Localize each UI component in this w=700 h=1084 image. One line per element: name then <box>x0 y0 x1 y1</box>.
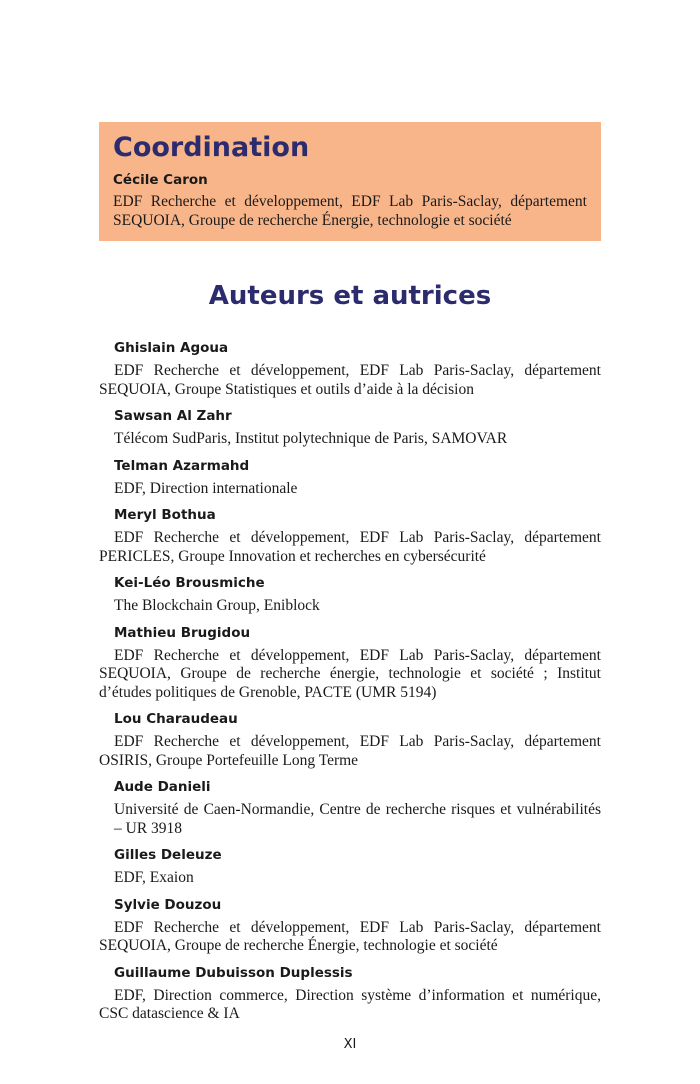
coordination-box <box>99 122 601 241</box>
author-affiliation: Télécom SudParis, Institut polytechnique de Paris, SAMOVAR <box>114 430 508 447</box>
author-list <box>99 338 601 1031</box>
page-number: XI <box>343 1037 357 1052</box>
author-affiliation: EDF, Exaion <box>114 869 194 886</box>
author-name: Kei-Léo Brousmiche <box>114 575 265 591</box>
coordination-affiliation: EDF Recherche et développement, EDF Lab Paris-Saclay, département SEQUOIA, Groupe de recherche Énergie, technologie et société <box>113 193 587 229</box>
author-entry <box>114 845 601 888</box>
author-entry <box>99 709 601 770</box>
author-entry <box>99 895 601 956</box>
author-name: Gilles Deleuze <box>114 847 222 863</box>
author-affiliation: EDF, Direction commerce, Direction système d’information et numérique, CSC datascience & IA <box>99 986 601 1022</box>
author-name: Mathieu Brugidou <box>114 624 251 641</box>
author-name: Sylvie Douzou <box>114 896 222 913</box>
author-affiliation: EDF Recherche et développement, EDF Lab Paris-Saclay, département SEQUOIA, Groupe de recherche énergie, technologie et société ; Institut d’études politiques de Grenoble, PACTE (UMR 5194) <box>99 646 601 701</box>
coordination-name: Cécile Caron <box>113 172 208 188</box>
author-name: Sawsan Al Zahr <box>114 408 232 424</box>
author-entry <box>114 456 601 499</box>
author-name: Lou Charaudeau <box>114 711 238 727</box>
author-affiliation: EDF Recherche et développement, EDF Lab Paris-Saclay, département PERICLES, Groupe Innovation et recherches en cybersécurité <box>99 529 601 565</box>
author-entry <box>99 623 601 703</box>
author-entry <box>99 963 601 1024</box>
author-entry <box>114 777 601 838</box>
author-affiliation: Université de Caen-Normandie, Centre de recherche risques et vulnérabilités – UR 3918 <box>114 801 601 837</box>
author-entry <box>99 505 601 566</box>
author-name: Guillaume Dubuisson Duplessis <box>114 964 353 981</box>
authors-title: Auteurs et autrices <box>208 281 492 311</box>
author-entry <box>114 406 601 449</box>
author-name: Telman Azarmahd <box>114 457 250 474</box>
author-affiliation: EDF, Direction internationale <box>114 479 298 497</box>
author-name: Aude Danieli <box>114 779 211 795</box>
author-name: Meryl Bothua <box>114 507 216 523</box>
author-affiliation: EDF Recherche et développement, EDF Lab Paris-Saclay, département OSIRIS, Groupe Portefeuille Long Terme <box>99 733 601 769</box>
author-affiliation: EDF Recherche et développement, EDF Lab Paris-Saclay, département SEQUOIA, Groupe de recherche Énergie, technologie et société <box>99 918 601 954</box>
author-affiliation: EDF Recherche et développement, EDF Lab Paris-Saclay, département SEQUOIA, Groupe Statistiques et outils d’aide à la décision <box>99 362 601 398</box>
author-name: Ghislain Agoua <box>114 340 229 356</box>
author-entry <box>99 338 601 399</box>
author-affiliation: The Blockchain Group, Eniblock <box>114 597 320 614</box>
author-entry <box>114 573 601 616</box>
coordination-title: Coordination <box>113 132 310 163</box>
